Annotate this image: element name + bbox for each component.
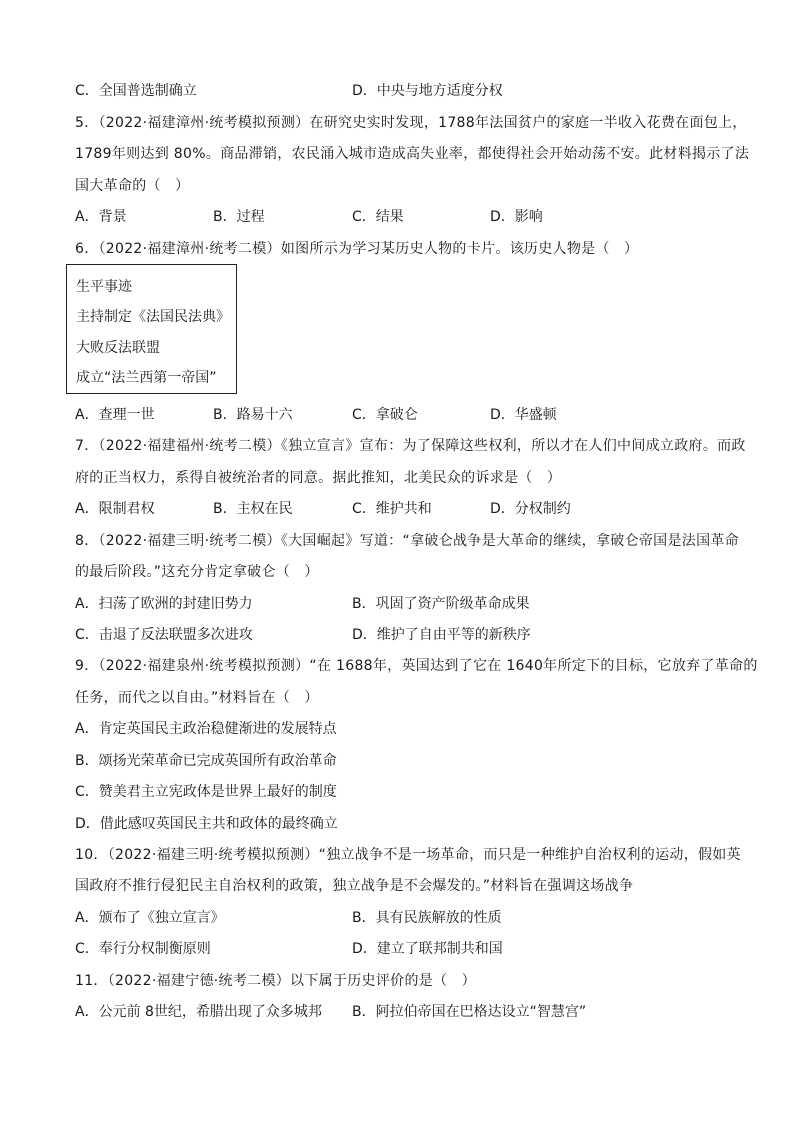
q10-stem-line2: 国政府不推行侵犯民主自治权利的政策，独立战争是不会爆发的。”材料旨在强调这场战争 (75, 878, 634, 894)
q8-option-c: C．击退了反法联盟多次进攻 (75, 627, 253, 643)
q4-option-d: D．中央与地方适度分权 (352, 83, 503, 99)
card-line-4: 成立“法兰西第一帝国” (76, 370, 217, 386)
q11-option-b: B．阿拉伯帝国在巴格达设立“智慧宫” (352, 1004, 587, 1020)
q10-stem-line1: 10．（2022·福建三明·统考模拟预测）“独立战争不是一场革命，而只是一种维护自治权利的运动，假如英 (75, 847, 741, 863)
q8-option-d: D．维护了自由平等的新秩序 (352, 627, 531, 643)
q6-option-b: B．路易十六 (213, 407, 293, 423)
q5-stem-line3: 国大革命的（ ） (75, 178, 190, 194)
card-line-2: 主持制定《法国民法典》 (76, 309, 230, 325)
q11-option-a: A．公元前 8世纪，希腊出现了众多城邦 (75, 1004, 322, 1020)
q8-option-b: B．巩固了资产阶级革命成果 (352, 596, 530, 612)
card-line-3: 大败反法联盟 (76, 340, 160, 356)
q6-option-d: D．华盛顿 (490, 407, 557, 423)
q4-option-c: C．全国普选制确立 (75, 83, 197, 99)
q7-option-b: B．主权在民 (213, 501, 293, 517)
q8-stem-line2: 的最后阶段。”这充分肯定拿破仑（ ） (75, 564, 319, 580)
q11-stem-line1: 11．（2022·福建宁德·统考二模）以下属于历史评价的是（ ） (75, 973, 476, 989)
q5-option-c: C．结果 (352, 209, 404, 225)
q6-option-c: C．拿破仑 (352, 407, 418, 423)
q10-option-d: D．建立了联邦制共和国 (352, 941, 503, 957)
q5-option-b: B．过程 (213, 209, 265, 225)
q9-stem-line2: 任务，而代之以自由。”材料旨在（ ） (75, 690, 319, 706)
q9-option-d: D．借此感叹英国民主共和政体的最终确立 (75, 816, 338, 832)
q7-option-d: D．分权制约 (490, 501, 571, 517)
q6-option-a: A．查理一世 (75, 407, 155, 423)
q9-option-c: C．赞美君主立宪政体是世界上最好的制度 (75, 784, 337, 800)
q10-option-a: A．颁布了《独立宣言》 (75, 910, 225, 926)
q8-stem-line1: 8．（2022·福建三明·统考二模）《大国崛起》写道：“拿破仑战争是大革命的继续，拿破仑帝国是法国革命 (75, 533, 739, 549)
q7-stem-line2: 府的正当权力，系得自被统治者的同意。据此推知，北美民众的诉求是（ ） (75, 470, 562, 486)
q10-option-c: C．奉行分权制衡原则 (75, 941, 211, 957)
q9-option-a: A．肯定英国民主政治稳健渐进的发展特点 (75, 721, 337, 737)
q7-option-c: C．维护共和 (352, 501, 432, 517)
q5-stem-line1: 5．（2022·福建漳州·统考模拟预测）在研究史实时发现，1788年法国贫户的家庭一半收入花费在面包上， (75, 115, 747, 131)
historical-figure-card (66, 264, 237, 394)
q9-option-b: B．颂扬光荣革命已完成英国所有政治革命 (75, 753, 337, 769)
q7-option-a: A．限制君权 (75, 501, 155, 517)
q5-stem-line2: 1789年则达到 80%。商品滞销，农民涌入城市造成高失业率，都使得社会开始动荡不安。此材料揭示了法 (75, 146, 750, 162)
q5-option-a: A．背景 (75, 209, 127, 225)
q7-stem-line1: 7．（2022·福建福州·统考二模）《独立宣言》宣布：为了保障这些权利，所以才在人们中间成立政府。而政 (75, 438, 746, 454)
q9-stem-line1: 9．（2022·福建泉州·统考模拟预测）“在 1688年，英国达到了它在 1640年所定下的目标，它放弃了革命的 (75, 658, 758, 674)
q5-option-d: D．影响 (490, 209, 543, 225)
card-line-1: 生平事迹 (76, 279, 132, 295)
q10-option-b: B．具有民族解放的性质 (352, 910, 502, 926)
q6-stem-line1: 6．（2022·福建漳州·统考二模）如图所示为学习某历史人物的卡片。该历史人物是（ ） (75, 241, 639, 257)
q8-option-a: A．扫荡了欧洲的封建旧势力 (75, 596, 253, 612)
